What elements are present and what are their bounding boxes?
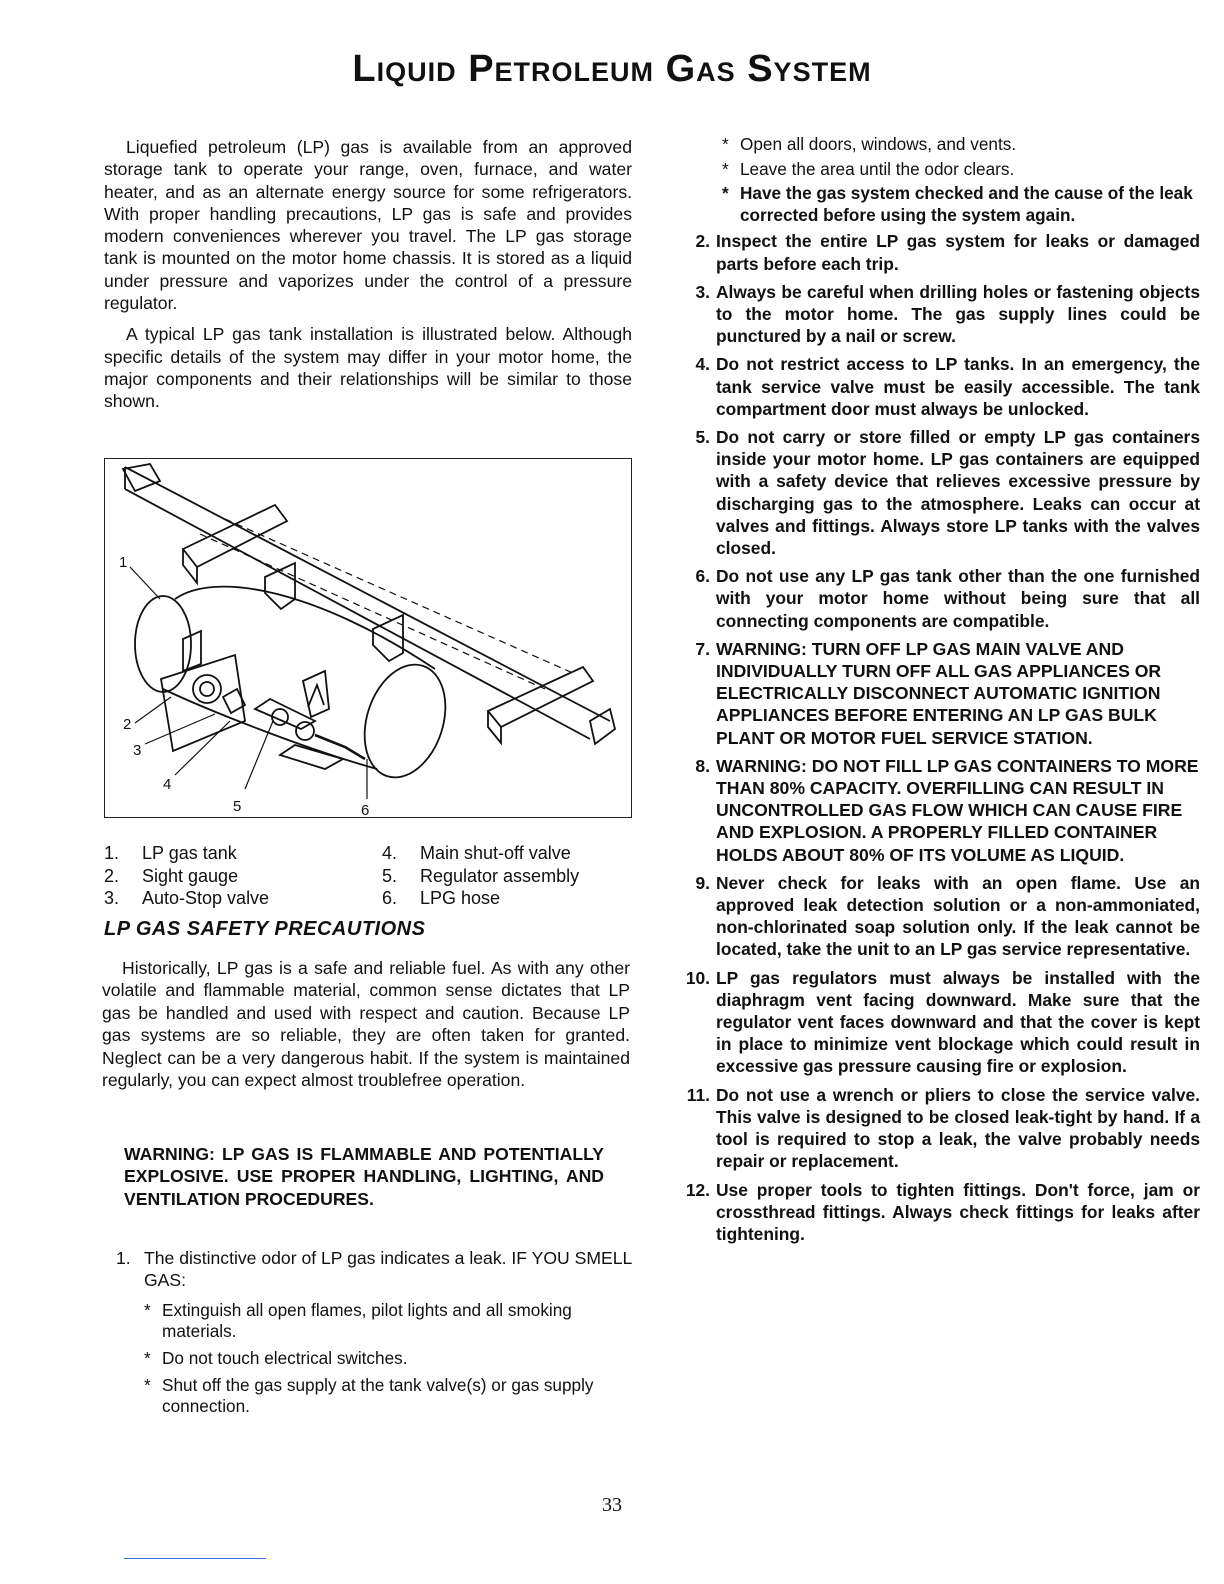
callout-2: 2 [123, 716, 132, 733]
mounting-bracket [265, 563, 295, 609]
precaution-item: 12. Use proper tools to tighten fittings. Don't force, jam or crossthread fittings. Always check fittings for leaks after tightening. [685, 1179, 1200, 1244]
precaution-item: 3. Always be careful when drilling holes or fastening objects to the motor home. The gas supply lines could be punctured by a nail or screw. [695, 281, 1200, 347]
safety-history-paragraph: Historically, LP gas is a safe and reliable fuel. As with any other volatile and flammable material, common sense dictates that LP gas be handled and used with respect and caution. Because LP gas systems are so reliable, they are often taken for granted. Neglect can be a very dangerous habit. If the system is maintained regularly, you can expect almost troublefree operation. [102, 958, 630, 1091]
precaution-item: 5. Do not carry or store filled or empty LP gas containers inside your motor home. LP gas containers are equipped with a safety device that relieves excessive pressure by discharging gas to the atmosphere. Leaks can occur at valves and fittings. Always store LP tanks with the valves closed. [695, 427, 1200, 559]
legend-item: 1. LP gas tank [104, 843, 237, 863]
precautions-list [684, 230, 1200, 1245]
legend-item: 2. Sight gauge [104, 865, 239, 886]
precaution-item: 9. Never check for leaks with an open flame. Use an approved leak detection solution or a non-ammoniated, non-chlorinated soap solution only. If the leak cannot be located, take the unit to an LP gas service representative. [695, 872, 1200, 960]
intro-paragraph: A typical LP gas tank installation is illustrated below. Although specific details of the system may differ in your motor home, the major components and their relationships will be similar to those shown. [104, 324, 632, 412]
intro-section [104, 136, 632, 413]
precaution-item: 6. Do not use any LP gas tank other than the one furnished with your motor home without being sure that all connecting components are compatible. [695, 566, 1200, 631]
lp-tank-diagram [104, 458, 632, 818]
smell-gas-steps-continued [722, 134, 1200, 226]
bullet-item: * Open all doors, windows, and vents. [722, 134, 1017, 154]
lp-tank-illustration [105, 459, 630, 816]
cross-member [183, 505, 287, 567]
callout-6: 6 [361, 802, 370, 816]
frame-rail-top [125, 467, 610, 721]
footer-rule [124, 1558, 266, 1559]
item-number: 1. [116, 1248, 131, 1268]
frame-rail-end [123, 464, 160, 491]
safety-heading: LP GAS SAFETY PRECAUTIONS [104, 918, 426, 940]
bullet-item: * Do not touch electrical switches. [144, 1348, 408, 1368]
intro-paragraph: Liquefied petroleum (LP) gas is available from an approved storage tank to operate your range, oven, furnace, and water heater, and as an alternate energy source for some refrigerators. With proper handling precautions, LP gas is safe and provides modern conveniences wherever you travel. The LP gas storage tank is mounted on the motor home chassis. It is stored as a liquid under pressure and vaporizes under the control of a pressure regulator. [104, 137, 632, 314]
lpg-hose [315, 735, 365, 759]
page-number: 33 [602, 1494, 622, 1516]
precaution-item: 2. Inspect the entire LP gas system for leaks or damaged parts before each trip. [695, 231, 1200, 274]
sight-gauge [193, 675, 221, 703]
bullet-item: * Leave the area until the odor clears. [722, 158, 1015, 179]
mounting-bracket [373, 615, 403, 661]
bracket-triangle [303, 671, 329, 717]
precaution-item: 7. WARNING: TURN OFF LP GAS MAIN VALVE AND INDIVIDUALLY TURN OFF ALL GAS APPLIANCES OR ELECTRICALLY DISCONNECT AUTOMATIC IGNITION APPLIANCES BEFORE ENTERING AN LP GAS BULK PLANT OR MOTOR FUEL SERVICE STATION. [695, 638, 1162, 748]
bullet-item: * Extinguish all open flames, pilot lights and all smoking materials. [144, 1299, 572, 1342]
precaution-item-1 [104, 1247, 632, 1423]
flammable-warning: WARNING: LP GAS IS FLAMMABLE AND POTENTIALLY EXPLOSIVE. USE PROPER HANDLING, LIGHTING, AND VENTILATION PROCEDURES. [124, 1144, 604, 1209]
legend-item: 6. LPG hose [382, 888, 501, 908]
precaution-item: 10. LP gas regulators must always be installed with the diaphragm vent facing downward. Make sure that the regulator vent faces downward and that the cover is kept in place to minimize vent blockage which could result in excessive gas pressure causing fire or explosion. [685, 967, 1200, 1077]
page-title: Liquid Petroleum Gas System [352, 48, 872, 90]
regulator [296, 722, 314, 740]
smell-gas-steps [144, 1300, 632, 1418]
callout-1: 1 [119, 554, 128, 571]
callout-5: 5 [233, 798, 242, 815]
mounting-bracket [183, 631, 201, 671]
bullet-item: * Shut off the gas supply at the tank valve(s) or gas supply connection. [144, 1374, 594, 1417]
legend-item: 3. Auto-Stop valve [104, 888, 270, 908]
callout-3: 3 [133, 742, 142, 759]
frame-rail-bottom [125, 489, 590, 739]
bullet-item: * Have the gas system checked and the cause of the leak corrected before using the system again. [722, 183, 1193, 225]
precautions-column [684, 134, 1200, 1251]
cross-member [488, 667, 593, 727]
callout-4: 4 [163, 776, 172, 793]
precaution-item: 11. Do not use a wrench or pliers to close the service valve. This valve is designed to be closed leak-tight by hand. If a tool is required to stop a leak, the valve probably needs repair or replacement. [686, 1084, 1200, 1172]
item-text: The distinctive odor of LP gas indicates a leak. IF YOU SMELL GAS: [144, 1248, 632, 1291]
legend-item: 4. Main shut-off valve [382, 843, 571, 863]
legend-item: 5. Regulator assembly [382, 865, 580, 886]
precaution-item: 8. WARNING: DO NOT FILL LP GAS CONTAINERS TO MORE THAN 80% CAPACITY. OVERFILLING CAN RESULT IN UNCONTROLLED GAS FLOW WHICH CAN CAUSE FIRE AND EXPLOSION. A PROPERLY FILLED CONTAINER HOLDS ABOUT 80% OF ITS VOLUME AS LIQUID. [695, 755, 1199, 865]
precaution-item: 4. Do not restrict access to LP tanks. In an emergency, the tank service valve must be easily accessible. The tank compartment door must always be unlocked. [695, 354, 1200, 419]
